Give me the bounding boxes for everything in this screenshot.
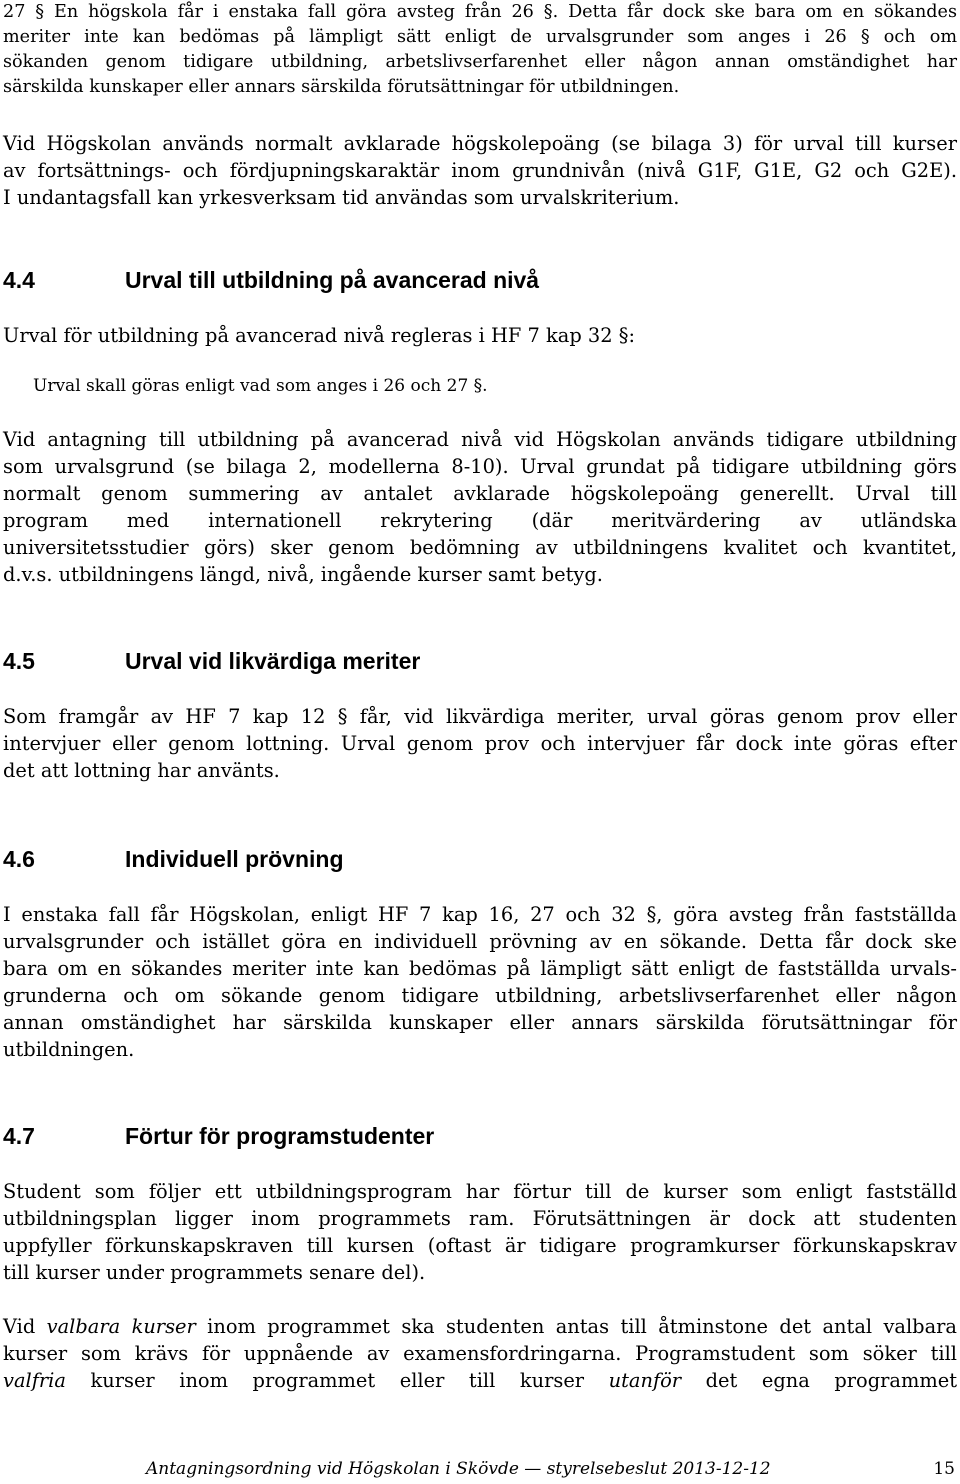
paragraph-line: valfria kurser inom programmet eller till kurser utanför det egna programmet [3,1369,957,1392]
paragraph-line: Urval för utbildning på avancerad nivå regleras i HF 7 kap 32 §: [3,324,635,347]
paragraph-line: intervjuer eller genom lottning. Urval genom prov och intervjuer får dock inte göras efter [3,732,957,755]
paragraph-line: Som framgår av HF 7 kap 12 § får, vid likvärdiga meriter, urval göras genom prov eller [3,705,957,728]
paragraph-line: till kurser under programmets senare del). [3,1261,426,1284]
paragraph-likvardiga [3,703,957,784]
paragraph-line: av fortsättnings- och fördjupningskaraktär inom grundnivån (nivå G1F, G1E, G2 och G2E). [3,159,957,182]
footer-text: Antagningsordning vid Högskolan i Skövde — styrelsebeslut 2013-12-12 [146,1459,771,1479]
section-number: 4.4 [3,267,35,293]
paragraph-line: bara om en sökandes meriter inte kan bedömas på lämpligt sätt enligt de fastställda urvals- [3,957,957,980]
section-heading-4-7 [3,1122,434,1150]
paragraph-fortur [3,1178,957,1286]
paragraph-line: som urvalsgrund (se bilaga 2, modellerna 8-10). Urval grundat på tidigare utbildning görs [3,455,957,478]
paragraph-line: Student som följer ett utbildningsprogram har förtur till de kurser som enligt fastställd [3,1180,957,1203]
intro-quote [3,0,957,100]
section-title: Urval till utbildning på avancerad nivå [125,267,540,293]
paragraph-line: Vid valbara kurser inom programmet ska studenten antas till åtminstone det antal valbara [3,1315,957,1338]
intro-line: sökanden genom tidigare utbildning, arbetslivserfarenhet eller någon annan omständighet har [3,52,957,72]
intro-line: 27 § En högskola får i enstaka fall göra avsteg från 26 §. Detta får dock ske bara om en sökandes [3,2,957,22]
paragraph-line: utbildningsplan ligger inom programmets ram. Förutsättningen är dock att studenten [3,1207,957,1230]
paragraph-line: kurser som krävs för uppnående av examensfordringarna. Programstudent som söker till [3,1342,957,1365]
paragraph-valbara [3,1313,957,1394]
section-title: Individuell prövning [125,846,344,872]
section-heading-4-5 [3,647,420,675]
intro-line: särskilda kunskaper eller annars särskilda förutsättningar för utbildningen. [3,77,680,97]
paragraph-line: universitetsstudier görs) sker genom bedömning av utbildningens kvalitet och kvantitet, [3,536,957,559]
law-quote: Urval skall göras enligt vad som anges i 26 och 27 §. [33,376,488,396]
paragraph-line: Vid Högskolan används normalt avklarade högskolepoäng (se bilaga 3) för urval till kurser [3,132,957,155]
paragraph-line: grunderna och om sökande genom tidigare utbildning, arbetslivserfarenhet eller någon [3,984,957,1007]
section-title: Urval vid likvärdiga meriter [125,648,421,674]
paragraph-line: Vid antagning till utbildning på avancerad nivå vid Högskolan används tidigare utbildning [3,428,957,451]
paragraph-line: uppfyller förkunskapskraven till kursen (oftast är tidigare programkurser förkunskapskrav [3,1234,957,1257]
paragraph-line: program med internationell rekrytering (där meritvärdering av utländska [3,509,957,532]
emphasis-utanfor: utanför [608,1369,682,1392]
section-heading-4-4 [3,266,539,294]
paragraph-line: urvalsgrunder och istället göra en individuell prövning av en sökande. Detta får dock ske [3,930,957,953]
section-title: Förtur för programstudenter [125,1123,435,1149]
section-number: 4.6 [3,846,35,872]
emphasis-valfria: valfria [3,1369,66,1392]
section-lead [3,322,957,349]
emphasis-valbara: valbara kurser [46,1315,196,1338]
paragraph-line: utbildningen. [3,1038,135,1061]
paragraph-line: I enstaka fall får Högskolan, enligt HF 7 kap 16, 27 och 32 §, göra avsteg från fastställda [3,903,957,926]
paragraph-line: annan omständighet har särskilda kunskaper eller annars särskilda förutsättningar för [3,1011,957,1034]
intro-line: meriter inte kan bedömas på lämpligt sätt enligt de urvalsgrunder som anges i 26 § och om [3,27,957,47]
section-number: 4.7 [3,1123,35,1149]
paragraph-avancerad [3,426,957,588]
page-number: 15 [933,1459,955,1479]
section-number: 4.5 [3,648,35,674]
section-heading-4-6 [3,845,344,873]
paragraph-urval-kurser [3,130,957,211]
paragraph-line: normalt genom summering av antalet avklarade högskolepoäng generellt. Urval till [3,482,957,505]
paragraph-line: I undantagsfall kan yrkesverksam tid användas som urvalskriterium. [3,186,680,209]
paragraph-line: det att lottning har använts. [3,759,280,782]
paragraph-individuell [3,901,957,1063]
paragraph-line: d.v.s. utbildningens längd, nivå, ingående kurser samt betyg. [3,563,603,586]
